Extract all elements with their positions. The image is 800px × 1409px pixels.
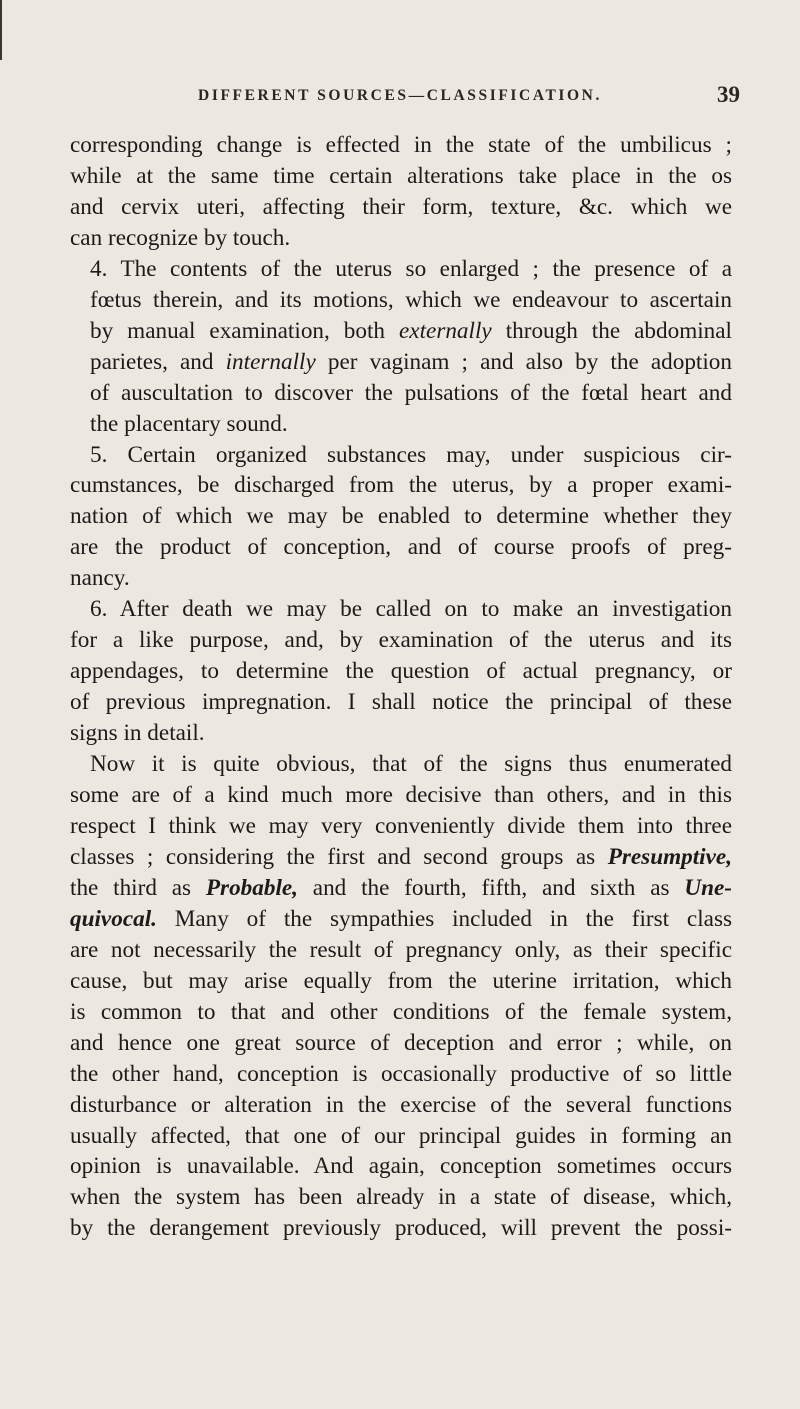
text-run: the third as [70,874,206,901]
text-line: signs in detail. [70,720,205,747]
text-line: while at the same time certain alterations take place in the os [70,162,732,189]
term-unequivocal-part2: quivocal. [70,905,157,932]
emphasis-internally: internally [225,348,316,375]
text-line: cause, but may arise equally from the uterine irritation, which [70,967,732,994]
term-probable: Probable, [205,874,298,901]
running-head [0,82,800,115]
paragraph-classification [70,749,732,1244]
page-number: 39 [717,82,740,107]
text-line: usually affected, that one of our principal guides in forming an [70,1122,732,1149]
text-line: 5. Certain organized substances may, under suspicious cir- [90,441,732,468]
text-run: per vaginam ; and also by the adoption [315,348,732,375]
text-line: by the derangement previously produced, will prevent the possi- [70,1215,732,1242]
text-line: some are of a kind much more decisive than others, and in this [70,782,732,809]
body-text [70,130,732,1244]
text-line: the other hand, conception is occasionally productive of so little [70,1060,732,1087]
text-line [70,316,732,347]
text-line: are not necessarily the result of pregnancy only, as their specific [70,936,732,963]
text-line: disturbance or alteration in the exercise of the several functions [70,1091,732,1118]
text-line: are the product of conception, and of course proofs of preg- [70,534,732,561]
paragraph-umbilicus [70,130,732,254]
paragraph-item-4 [70,254,732,440]
text-run: parietes, and [90,348,226,375]
text-line: cumstances, be discharged from the uterus, by a proper exami- [70,472,732,499]
text-line [70,842,732,873]
text-line [70,347,732,378]
text-line: corresponding change is effected in the state of the umbilicus ; [70,132,732,158]
text-line: 6. After death we may be called on to make an investigation [90,596,732,623]
paragraph-item-6 [70,594,732,749]
text-line: and hence one great source of deception and error ; while, on [70,1029,732,1056]
text-run: through the abdominal [491,317,732,344]
text-line [70,904,732,935]
text-line: nancy. [70,565,130,592]
text-line: respect I think we may very conveniently divide them into three [70,812,732,839]
text-line: opinion is unavailable. And again, conception sometimes occurs [70,1153,732,1180]
text-line: can recognize by touch. [70,224,291,251]
text-line: is common to that and other conditions of the female system, [70,998,732,1025]
text-line: of previous impregnation. I shall notice the principal of these [70,689,732,716]
text-line: for a like purpose, and, by examination of the uterus and its [70,627,732,654]
running-head-title: DIFFERENT SOURCES—CLASSIFICATION. [198,87,602,104]
text-run: and the fourth, fifth, and sixth as [297,874,685,901]
paragraph-item-5 [70,440,732,595]
text-line: Now it is quite obvious, that of the signs thus enumerated [90,751,732,778]
text-line: appendages, to determine the question of actual pregnancy, or [70,658,732,685]
text-line: and cervix uteri, affecting their form, texture, &c. which we [70,193,732,220]
text-run: classes ; considering the first and second groups as [70,843,608,870]
emphasis-externally: externally [399,317,492,344]
text-run: by manual examination, both [90,317,399,344]
text-run: Many of the sympathies included in the first class [156,905,732,932]
text-line: when the system has been already in a state of disease, which, [70,1184,732,1211]
text-line: 4. The contents of the uterus so enlarged ; the presence of a [90,255,732,282]
text-line: of auscultation to discover the pulsations of the fœtal heart and [90,379,732,406]
text-line: nation of which we may be enabled to determine whether they [70,503,732,530]
term-unequivocal-part1: Une- [684,874,732,901]
text-line [70,873,732,904]
text-line: the placentary sound. [90,410,288,437]
text-line: fœtus therein, and its motions, which we endeavour to ascertain [90,286,732,313]
page-edge-line [0,0,2,60]
term-presumptive: Presumptive, [607,843,732,870]
